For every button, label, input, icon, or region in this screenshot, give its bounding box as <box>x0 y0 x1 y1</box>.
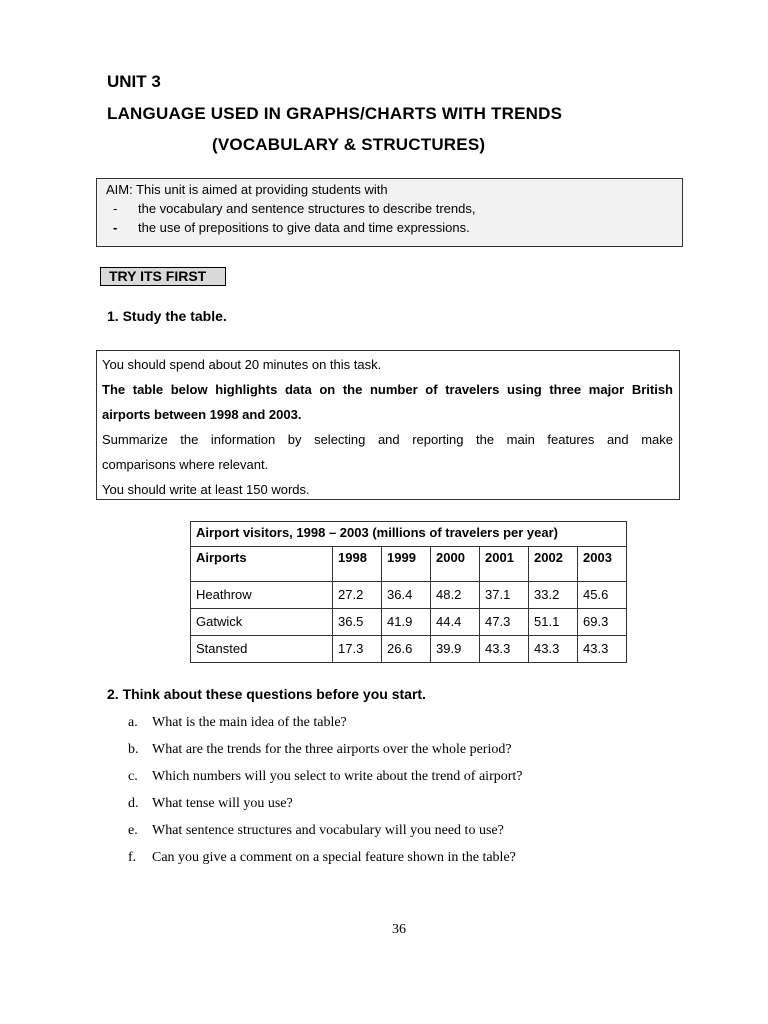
aim-intro: AIM: This unit is aimed at providing students with <box>106 182 388 197</box>
table-header-cell: Airports <box>191 547 333 582</box>
page-title-line-2: (VOCABULARY & STRUCTURES) <box>212 135 486 154</box>
table-cell: 43.3 <box>578 636 627 663</box>
table-cell: 48.2 <box>431 582 480 609</box>
table-cell: 43.3 <box>480 636 529 663</box>
table-caption: Airport visitors, 1998 – 2003 (millions of travelers per year) <box>191 522 627 547</box>
task-instruction-line-1: Summarize the information by selecting and reporting the main features and make <box>102 432 673 447</box>
aim-bullet <box>106 218 673 237</box>
question-marker: c. <box>128 769 138 784</box>
question-marker: f. <box>128 850 137 865</box>
table-row <box>191 609 627 636</box>
aim-box <box>96 178 683 247</box>
table-cell: 33.2 <box>529 582 578 609</box>
task-time: You should spend about 20 minutes on this task. <box>102 357 382 372</box>
table-cell: 36.4 <box>382 582 431 609</box>
step-2-heading: 2. Think about these questions before you start. <box>107 686 426 702</box>
table-header-cell: 1999 <box>382 547 431 582</box>
task-prompt-line-2: airports between 1998 and 2003. <box>102 407 302 422</box>
task-word-count: You should write at least 150 words. <box>102 482 310 497</box>
table-cell: 39.9 <box>431 636 480 663</box>
table-cell: 43.3 <box>529 636 578 663</box>
try-it-first-label: TRY ITS FIRST <box>100 267 226 286</box>
table-cell: Heathrow <box>191 582 333 609</box>
table-cell: 36.5 <box>333 609 382 636</box>
table-row <box>191 636 627 663</box>
table-header-row <box>191 547 627 582</box>
table-cell: 69.3 <box>578 609 627 636</box>
table-cell: 41.9 <box>382 609 431 636</box>
question-marker: a. <box>128 715 138 730</box>
table-cell: 47.3 <box>480 609 529 636</box>
table-cell: Stansted <box>191 636 333 663</box>
table-cell: 37.1 <box>480 582 529 609</box>
table-header-cell: 2001 <box>480 547 529 582</box>
bullet-marker: - <box>113 220 118 235</box>
table-cell: 26.6 <box>382 636 431 663</box>
table-header-cell: 2000 <box>431 547 480 582</box>
question-text: Can you give a comment on a special feature shown in the table? <box>152 850 516 865</box>
table-caption-row <box>191 522 627 547</box>
table-cell: 17.3 <box>333 636 382 663</box>
task-box <box>96 350 680 500</box>
question-marker: d. <box>128 796 139 811</box>
aim-bullet-text: the use of prepositions to give data and time expressions. <box>138 220 470 235</box>
question-marker: b. <box>128 742 139 757</box>
table-cell: 27.2 <box>333 582 382 609</box>
unit-heading: UNIT 3 <box>107 72 161 91</box>
question-text: Which numbers will you select to write about the trend of airport? <box>152 769 523 784</box>
bullet-marker: - <box>113 201 118 216</box>
table-header-cell: 1998 <box>333 547 382 582</box>
table-header-cell: 2003 <box>578 547 627 582</box>
table-cell: 45.6 <box>578 582 627 609</box>
table-row <box>191 582 627 609</box>
aim-bullet-text: the vocabulary and sentence structures to describe trends, <box>138 201 476 216</box>
table-cell: 44.4 <box>431 609 480 636</box>
table-cell: 51.1 <box>529 609 578 636</box>
question-text: What sentence structures and vocabulary will you need to use? <box>152 823 504 838</box>
question-text: What tense will you use? <box>152 796 293 811</box>
step-1-heading: 1. Study the table. <box>107 308 227 324</box>
page-number: 36 <box>392 922 406 937</box>
page-title-line-1: LANGUAGE USED IN GRAPHS/CHARTS WITH TRENDS <box>107 104 563 123</box>
aim-bullet <box>106 199 673 218</box>
question-marker: e. <box>128 823 138 838</box>
question-text: What is the main idea of the table? <box>152 715 347 730</box>
task-prompt-line-1: The table below highlights data on the number of travelers using three major British <box>102 382 673 397</box>
task-instruction-line-2: comparisons where relevant. <box>102 457 269 472</box>
airport-visitors-table <box>190 521 627 663</box>
table-cell: Gatwick <box>191 609 333 636</box>
table-header-cell: 2002 <box>529 547 578 582</box>
question-text: What are the trends for the three airports over the whole period? <box>152 742 512 757</box>
